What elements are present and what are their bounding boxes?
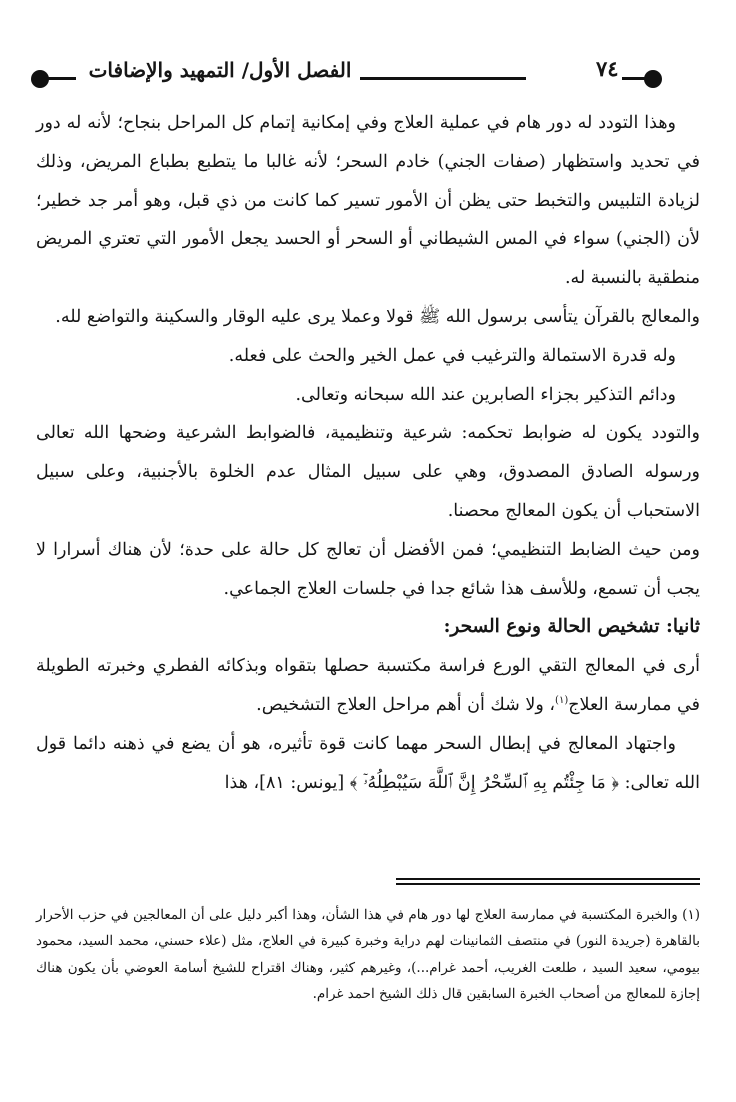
paragraph: والمعالج بالقرآن يتأسى برسول الله ﷺ قولا وعملا يرى عليه الوقار والسكينة والتواضع لله. bbox=[55, 306, 700, 327]
section-heading: ثانيا: تشخيص الحالة ونوع السحر: bbox=[443, 616, 700, 638]
footnote-reference[interactable]: (١) bbox=[555, 695, 569, 707]
header-rule-middle bbox=[360, 77, 526, 80]
quran-verse: ﴿ مَا جِئْتُم بِهِ ٱلسِّحْرُ إِنَّ ٱللَّهَ سَيُبْطِلُهُۥٓ ﴾ bbox=[349, 772, 620, 793]
footnote: (١) والخبرة المكتسبة في ممارسة العلاج لها دور هام في هذا الشأن، وهذا أكبر دليل على أن المعالجين في حزب الأحرار بالقاهرة (جريدة النور) في منتصف الثمانينات لهم دراية وخبرة كبيرة في العلاج، مثل (علاء حسني، محمد السيد، محمود بيومي، سعيد السيد ، طلعت الغريب، أحمد غرام...)، وغيرهم كثير، وهناك اقتراح للشيخ أسامة العوضي بأن يكون هناك إجازة للمعالج من أصحاب الخبرة السابقين قال ذلك الشيخ احمد غرام. bbox=[36, 906, 700, 1002]
header-ornament-dot-right bbox=[644, 70, 662, 88]
paragraph: ودائم التذكير بجزاء الصابرين عند الله سبحانه وتعالى. bbox=[295, 384, 676, 405]
header-rule-left bbox=[48, 77, 76, 80]
paragraph: وهذا التودد له دور هام في عملية العلاج وفي إمكانية إتمام كل المراحل بنجاح؛ لأنه له دور في تحديد واستظهار (صفات الجني) خادم السحر؛ لأنه غالبا ما يتطبع بطباع المريض، وذلك لزيادة التلبيس والتخبط حتى يظن أن الأمور تسير كما كانت من ذي قبل، وهو أمر جد خطير؛ لأن (الجني) سواء في المس الشيطاني أو السحر أو الحسد يجعل الأمور التي تعتري المريض منطقية بالنسبة له. bbox=[36, 113, 700, 289]
footnote-separator bbox=[396, 878, 700, 888]
paragraph bbox=[36, 725, 700, 803]
paragraph-text: واجتهاد المعالج في إبطال السحر مهما كانت قوة تأثيره، هو أن يضع في ذهنه دائما قول الله تعالى: bbox=[36, 733, 700, 793]
paragraph: والتودد يكون له ضوابط تحكمه: شرعية وتنظيمية، فالضوابط الشرعية وضحها الله تعالى ورسوله الصادق المصدوق، وهي على سبيل المثال عدم الخلوة بالأجنبية، وعلى سبيل الاستحباب أن يكون المعالج محصنا. bbox=[36, 423, 700, 521]
running-header bbox=[30, 56, 710, 96]
paragraph: وله قدرة الاستمالة والترغيب في عمل الخير والحث على فعله. bbox=[228, 345, 676, 366]
verse-citation: [يونس: ٨١]، هذا bbox=[224, 772, 350, 793]
paragraph bbox=[36, 647, 700, 725]
paragraph-text: ، ولا شك أن أهم مراحل العلاج التشخيص. bbox=[256, 694, 556, 715]
paragraph-text: أرى في المعالج التقي الورع فراسة مكتسبة حصلها بتقواه وبذكائه الفطري وخبرته الطويلة في ممارسة العلاج bbox=[36, 656, 700, 715]
separator-line bbox=[396, 883, 700, 885]
page-number: ٧٤ bbox=[596, 56, 619, 81]
paragraph: ومن حيث الضابط التنظيمي؛ فمن الأفضل أن تعالج كل حالة على حدة؛ لأن هناك أسرارا لا يجب أن تسمع، وللأسف هذا شائع جدا في جلسات العلاج الجماعي. bbox=[36, 539, 700, 599]
chapter-title: الفصل الأول/ التمهيد والإضافات bbox=[88, 58, 352, 82]
separator-line bbox=[396, 878, 700, 880]
main-text bbox=[36, 104, 700, 802]
header-rule-right bbox=[622, 77, 646, 80]
header-ornament-dot-left bbox=[31, 70, 49, 88]
